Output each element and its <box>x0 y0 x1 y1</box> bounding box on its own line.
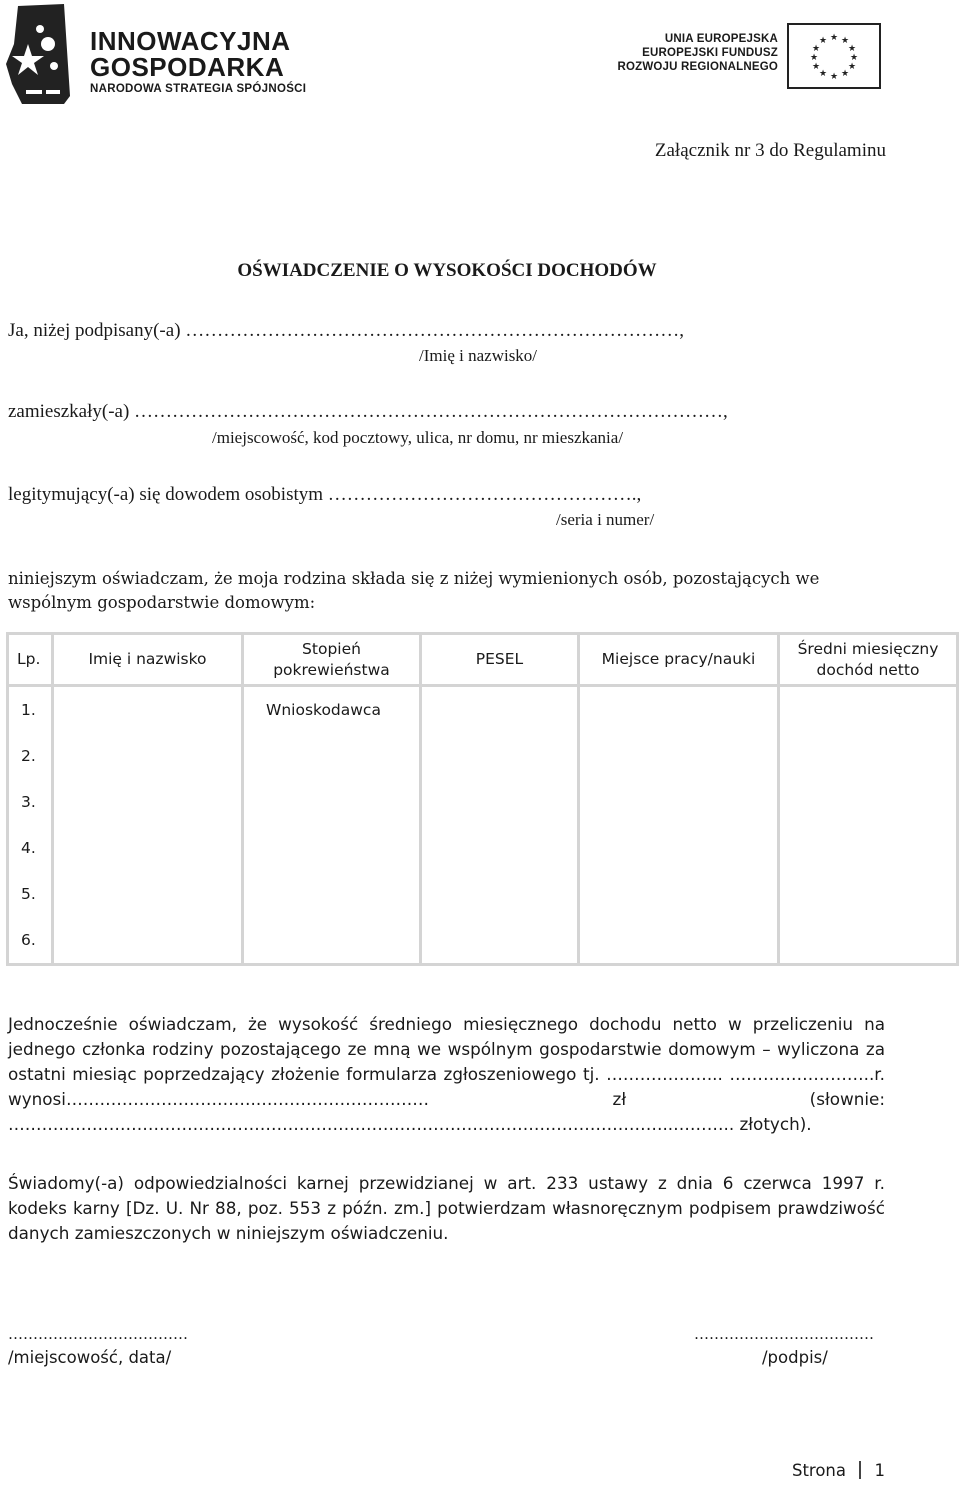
row-workplace-cell[interactable] <box>579 686 779 734</box>
eu-line-2: EUROPEJSKI FUNDUSZ <box>642 47 778 59</box>
eu-flag-icon <box>787 23 881 89</box>
logo-line-1: INNOWACYJNA <box>90 26 291 56</box>
header-lp: Lp. <box>8 634 53 686</box>
row-workplace-cell[interactable] <box>579 779 779 825</box>
document-title: OŚWIADCZENIE O WYSOKOŚCI DOCHODÓW <box>237 260 657 281</box>
annex-label: Załącznik nr 3 do Regulaminu <box>654 140 886 161</box>
svg-text:★: ★ <box>818 69 828 79</box>
row-lp: 1. <box>8 686 53 734</box>
address-field[interactable]: zamieszkały(-a) …………………………………………………………………………………, <box>8 401 728 422</box>
page-footer <box>792 1461 885 1480</box>
row-relation[interactable] <box>243 917 421 965</box>
row-relation[interactable] <box>243 779 421 825</box>
row-workplace-cell[interactable] <box>579 825 779 871</box>
row-pesel-cell[interactable] <box>421 779 579 825</box>
svg-text:★: ★ <box>818 36 828 46</box>
intro-paragraph: niniejszym oświadczam, że moja rodzina składa się z niżej wymienionych osób, pozostających we wspólnym gospodarstwie domowym: <box>8 569 820 612</box>
row-name-cell[interactable] <box>53 779 243 825</box>
table-header-row <box>8 634 958 686</box>
svg-text:★: ★ <box>809 53 819 63</box>
table-row <box>8 686 958 734</box>
header-workplace: Miejsce pracy/nauki <box>579 634 779 686</box>
table-row <box>8 871 958 917</box>
svg-text:★: ★ <box>849 53 859 63</box>
row-name-cell[interactable] <box>53 733 243 779</box>
row-income-cell[interactable] <box>779 917 958 965</box>
eu-logo <box>600 20 885 90</box>
table-row <box>8 825 958 871</box>
liability-statement: Świadomy(-a) odpowiedzialności karnej przewidzianej w art. 233 ustawy z dnia 6 czerwca 1997 r. kodeks karny [Dz. U. Nr 88, poz. 553 z późn. zm.] potwierdzam własnoręcznym podpisem prawdziwość danych zamieszczonych w niniejszym oświadczeniu. <box>8 1173 885 1243</box>
logo-line-3: NARODOWA STRATEGIA SPÓJNOŚCI <box>90 83 307 95</box>
row-workplace-cell[interactable] <box>579 871 779 917</box>
family-members-table <box>6 632 959 966</box>
row-pesel-cell[interactable] <box>421 733 579 779</box>
signature-dots[interactable]: ……………………………… <box>694 1325 874 1343</box>
row-relation[interactable] <box>243 733 421 779</box>
row-pesel-cell[interactable] <box>421 825 579 871</box>
row-relation: Wnioskodawca <box>243 686 421 734</box>
row-name-cell[interactable] <box>53 825 243 871</box>
header-relation-label: Stopień pokrewieństwa <box>273 639 390 679</box>
page-divider <box>859 1461 861 1479</box>
header-relation <box>243 634 421 686</box>
header-name: Imię i nazwisko <box>53 634 243 686</box>
signature-label: /podpis/ <box>762 1348 828 1367</box>
row-lp: 4. <box>8 825 53 871</box>
row-pesel-cell[interactable] <box>421 871 579 917</box>
row-workplace-cell[interactable] <box>579 733 779 779</box>
svg-text:★: ★ <box>829 33 839 43</box>
row-lp: 3. <box>8 779 53 825</box>
row-income-cell[interactable] <box>779 733 958 779</box>
id-field[interactable]: legitymujący(-a) się dowodem osobistym …………………………………………., <box>8 484 642 505</box>
page-number: 1 <box>874 1461 885 1480</box>
row-name-cell[interactable] <box>53 871 243 917</box>
row-income-cell[interactable] <box>779 825 958 871</box>
svg-text:★: ★ <box>840 69 850 79</box>
svg-text:★: ★ <box>811 62 821 72</box>
row-income-cell[interactable] <box>779 871 958 917</box>
place-date-label: /miejscowość, data/ <box>8 1348 172 1367</box>
svg-text:★: ★ <box>840 36 850 46</box>
svg-text:★: ★ <box>847 62 857 72</box>
row-relation[interactable] <box>243 825 421 871</box>
address-hint: /miejscowość, kod pocztowy, ulica, nr domu, nr mieszkania/ <box>212 428 624 447</box>
row-name-cell[interactable] <box>53 917 243 965</box>
svg-text:★: ★ <box>847 44 857 54</box>
svg-text:★: ★ <box>829 72 839 82</box>
row-workplace-cell[interactable] <box>579 917 779 965</box>
row-lp: 6. <box>8 917 53 965</box>
eu-line-3: ROZWOJU REGIONALNEGO <box>617 61 778 73</box>
eu-line-1: UNIA EUROPEJSKA <box>664 33 778 45</box>
table-row <box>8 917 958 965</box>
logo-line-2: GOSPODARKA <box>90 52 285 82</box>
row-lp: 2. <box>8 733 53 779</box>
header-income-label: Średni miesięczny dochód netto <box>797 639 939 679</box>
header-income <box>779 634 958 686</box>
svg-text:★: ★ <box>811 44 821 54</box>
place-date-dots[interactable]: ……………………………… <box>8 1325 188 1343</box>
row-pesel-cell[interactable] <box>421 917 579 965</box>
row-name-cell[interactable] <box>53 686 243 734</box>
row-lp: 5. <box>8 871 53 917</box>
row-income-cell[interactable] <box>779 779 958 825</box>
innowacyjna-gospodarka-logo <box>0 0 310 110</box>
name-field[interactable]: Ja, niżej podpisany(-a) ……………………………………………………………………, <box>8 320 685 341</box>
id-hint: /seria i numer/ <box>556 510 655 529</box>
table-row <box>8 779 958 825</box>
row-income-cell[interactable] <box>779 686 958 734</box>
star-logo-icon <box>4 4 76 104</box>
page-label: Strona <box>791 1461 846 1480</box>
header-pesel: PESEL <box>421 634 579 686</box>
table-row <box>8 733 958 779</box>
row-pesel-cell[interactable] <box>421 686 579 734</box>
row-relation[interactable] <box>243 871 421 917</box>
name-hint: /Imię i nazwisko/ <box>419 346 538 365</box>
income-statement: Jednocześnie oświadczam, że wysokość średniego miesięcznego dochodu netto w przeliczeniu na jednego członka rodziny pozostającego ze mną we wspólnym gospodarstwie domowym – wyliczona za ostatni miesiąc poprzedzający złożenie formularza zgłoszeniowego tj. ………………... ……………………..r. wynosi……………………………..………………………… zł (słownie: ………………………………………………………………………………………………………..……….. złotych). <box>8 1014 885 1134</box>
